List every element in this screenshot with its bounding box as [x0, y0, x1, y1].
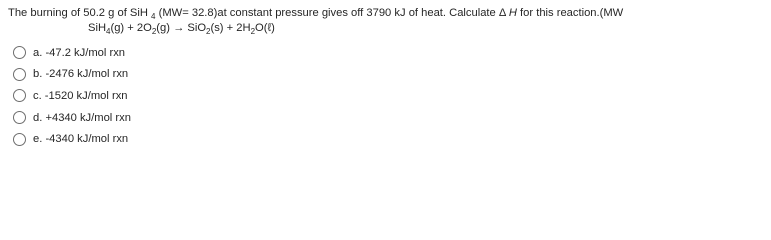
radio-button-icon[interactable] — [13, 68, 26, 81]
option-label: b. -2476 kJ/mol rxn — [33, 68, 129, 81]
eq-subscript: 2 — [206, 27, 211, 36]
option-e[interactable] — [13, 128, 131, 150]
answer-options — [13, 42, 131, 150]
eq-part: (g) → SiO — [156, 22, 207, 34]
reaction-equation — [88, 21, 275, 35]
eq-part: O(ℓ) — [255, 22, 275, 34]
question-subscript: 4 — [151, 12, 156, 21]
question-italic: H — [508, 7, 517, 19]
radio-button-icon[interactable] — [13, 89, 26, 102]
question-part-1: The burning of 50.2 g of SiH — [8, 7, 152, 19]
question-text — [8, 6, 768, 20]
option-d[interactable] — [13, 107, 131, 129]
option-label: c. -1520 kJ/mol rxn — [33, 89, 128, 102]
radio-button-icon[interactable] — [13, 111, 26, 124]
question-part-3: for this reaction.(MW — [516, 7, 624, 19]
option-label: d. +4340 kJ/mol rxn — [33, 111, 131, 124]
radio-button-icon[interactable] — [13, 46, 26, 59]
option-b[interactable] — [13, 64, 131, 86]
eq-part: SiH — [88, 22, 107, 34]
eq-subscript: 2 — [250, 27, 256, 36]
option-c[interactable] — [13, 85, 131, 107]
option-a[interactable] — [13, 42, 131, 64]
eq-part: (s) + 2H — [210, 22, 251, 34]
option-label: a. -47.2 kJ/mol rxn — [33, 46, 126, 59]
eq-subscript: 2 — [151, 27, 157, 36]
eq-subscript: 4 — [106, 27, 111, 36]
option-label: e. -4340 kJ/mol rxn — [33, 133, 129, 146]
radio-button-icon[interactable] — [13, 133, 26, 146]
question-part-2: (MW= 32.8)at constant pressure gives off 3790 kJ of heat. Calculate Δ — [155, 7, 509, 19]
eq-part: (g) + 2O — [110, 22, 152, 34]
